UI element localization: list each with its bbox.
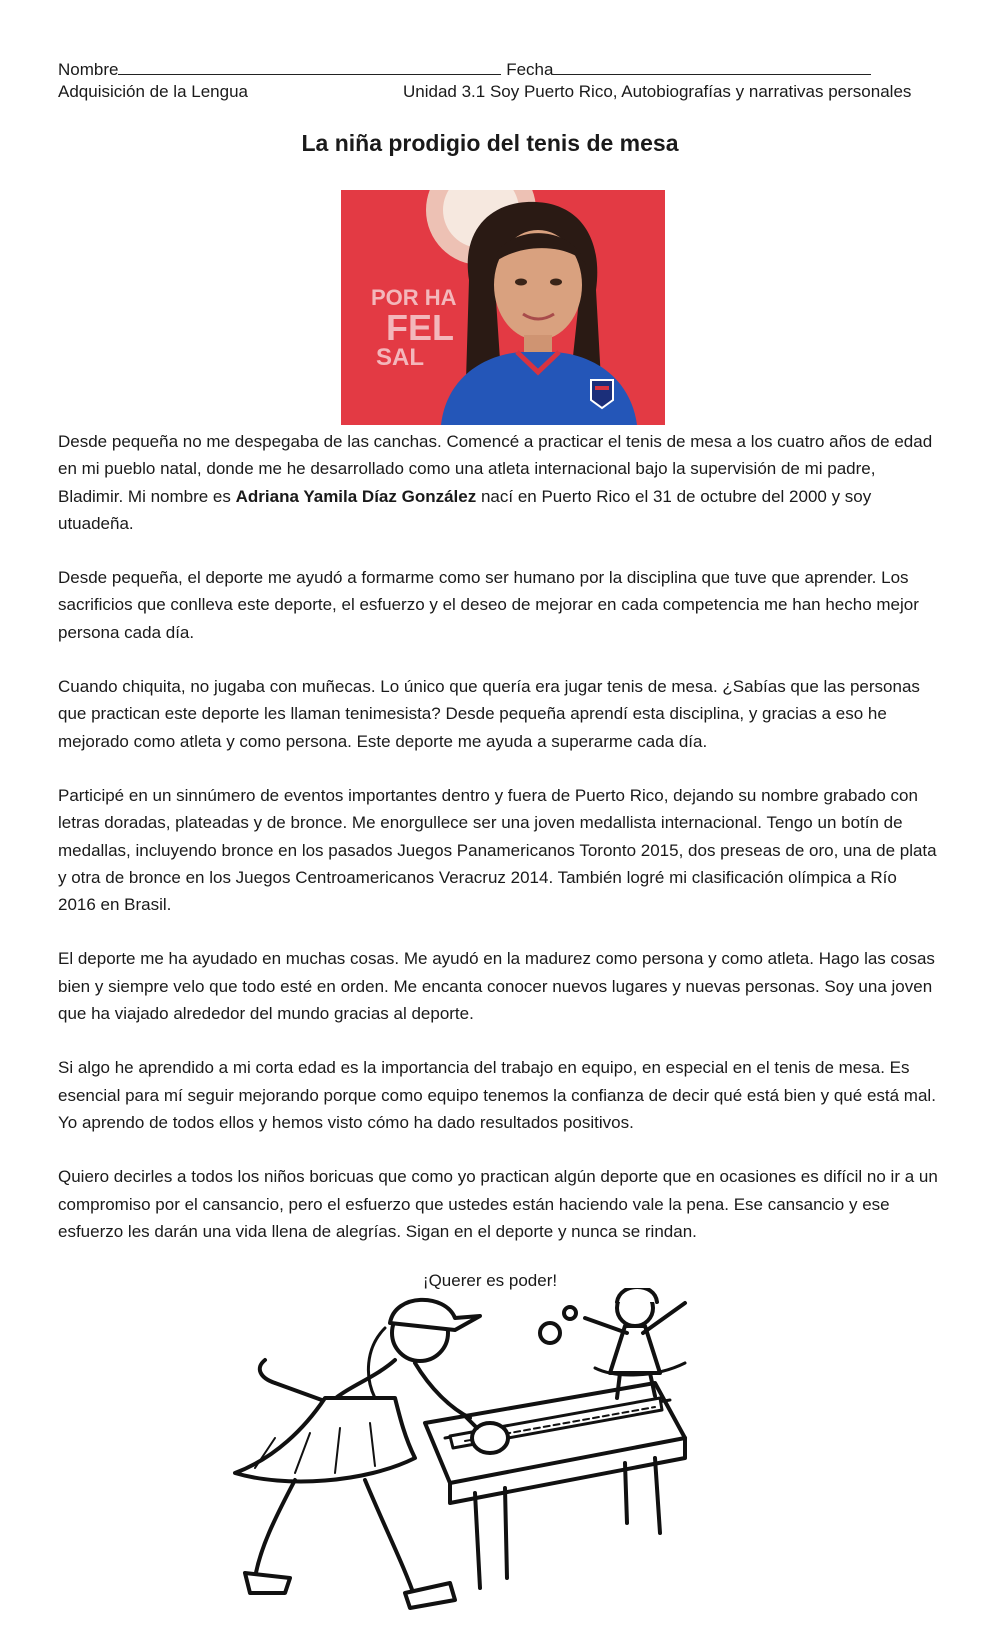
header-name-date-row	[58, 58, 871, 80]
athlete-name: Adriana Yamila Díaz González	[235, 486, 477, 506]
paragraph-2: Desde pequeña, el deporte me ayudó a formarme como ser humano por la disciplina que tuve que aprender. Los sacrificios que conlleva este deporte, el esfuerzo y el deseo de mejorar en cada competencia me han hecho mejor persona cada día.	[58, 568, 919, 642]
paragraph-7: Quiero decirles a todos los niños boricuas que como yo practican algún deporte que en ocasiones es difícil no ir a un compromiso por el cansancio, pero el esfuerzo que ustedes están haciendo vale la pena. Ese cansancio y ese esfuerzo les darán una vida llena de alegrías. Sigan en el deporte y nunca se rindan.	[58, 1167, 938, 1241]
paragraph-4: Participé en un sinnúmero de eventos importantes dentro y fuera de Puerto Rico, dejando su nombre grabado con letras doradas, plateadas y de bronce. Me enorgullece ser una joven medallista internacional. Tengo un botín de medallas, incluyendo bronce en los pasados Juegos Panamericanos Toronto 2015, dos preseas de oro, una de plata y otra de bronce en los Juegos Centroamericanos Veracruz 2014. También logré mi clasificación olímpica a Río 2016 en Brasil.	[58, 785, 937, 915]
name-blank-line	[118, 58, 501, 75]
motto: ¡Querer es poder!	[422, 1271, 558, 1290]
banner-text-1: POR HA	[371, 285, 457, 310]
name-label: Nombre	[58, 60, 119, 79]
paragraph-3: Cuando chiquita, no jugaba con muñecas. Lo único que quería era jugar tenis de mesa. ¿Sabías que las personas que practican este deporte les llaman tenimesista? Desde pequeña aprendí esta disciplina, y gracias a eso he mejorado como atleta y como persona. Este deporte me ayuda a superarme cada día.	[58, 677, 920, 751]
table-tennis-drawing	[215, 1288, 735, 1623]
subject-label: Adquisición de la Lengua	[58, 82, 248, 101]
banner-text-3: SAL	[376, 344, 424, 371]
banner-text-2: FEL	[386, 307, 454, 348]
paragraph-1: Desde pequeña no me despegaba de las canchas. Comencé a practicar el tenis de mesa a los cuatro años de edad en mi pueblo natal, donde me he desarrollado como una atleta internacional bajo la supervisión de mi padre, Bladimir. Mi nombre es Adriana Yamila Díaz González nací en Puerto Rico el 31 de octubre del 2000 y soy utuadeña.	[58, 432, 933, 533]
athlete-photo-illustration	[341, 190, 665, 425]
paragraph-6: Si algo he aprendido a mi corta edad es la importancia del trabajo en equipo, en especial en el tenis de mesa. Es esencial para mí seguir mejorando porque como equipo tenemos la confianza de decir qué está bien y qué está mal. Yo aprendo de todos ellos y hemos visto cómo ha dado resultados positivos.	[58, 1058, 936, 1132]
date-blank-line	[553, 58, 871, 75]
paragraph-5: El deporte me ha ayudado en muchas cosas. Me ayudó en la madurez como persona y como atleta. Hago las cosas bien y siempre velo que todo esté en orden. Me encanta conocer nuevos lugares y nuevas personas. Soy una joven que ha viajado alrededor del mundo gracias al deporte.	[58, 949, 935, 1024]
unit-label: Unidad 3.1 Soy Puerto Rico, Autobiografías y narrativas personales	[403, 82, 912, 101]
page-title: La niña prodigio del tenis de mesa	[301, 130, 679, 156]
date-label: Fecha	[506, 60, 554, 79]
athlete-photo	[341, 190, 665, 425]
article-body	[58, 428, 938, 1272]
table-tennis-illustration	[215, 1288, 735, 1623]
